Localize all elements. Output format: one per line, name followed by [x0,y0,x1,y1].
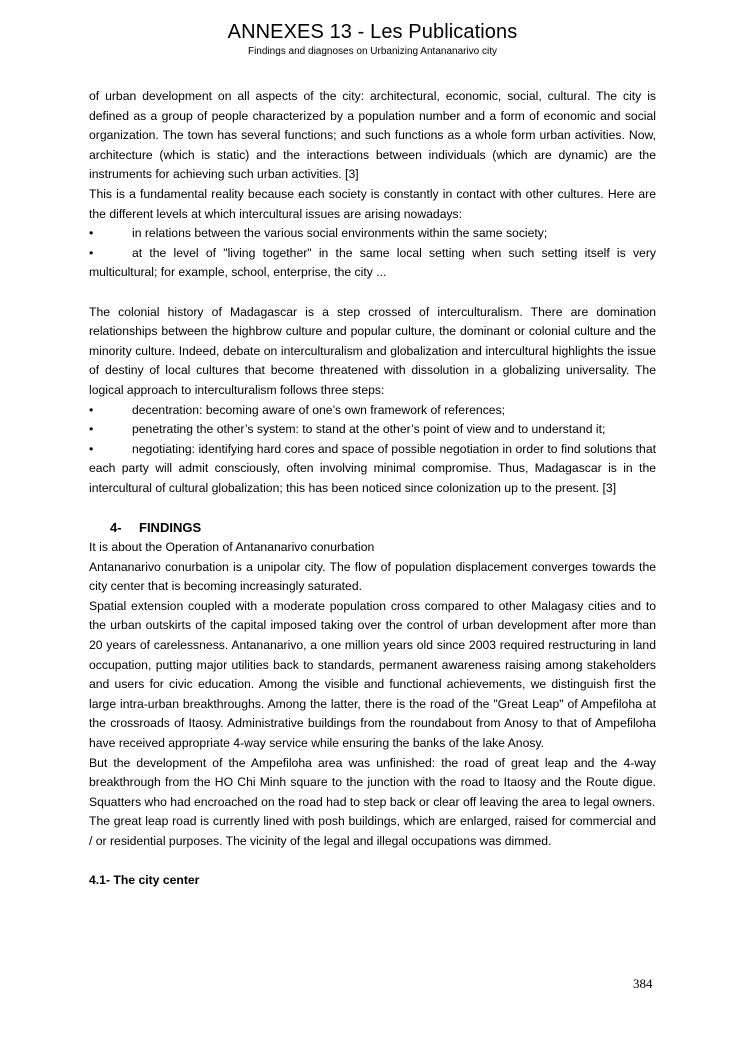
bullet-item [89,244,656,283]
paragraph: Antananarivo conurbation is a unipolar city. The flow of population displacement converges towards the city center that is becoming increasingly saturated. [89,559,656,594]
bullet-icon: • [89,441,94,456]
subsection-heading: 4.1- The city center [89,873,200,888]
bullet-text: in relations between the various social environments within the same society; [132,226,548,241]
document-subtitle: Findings and diagnoses on Urbanizing Antananarivo city [247,46,498,57]
spacer [89,852,656,872]
document-title: ANNEXES 13 - Les Publications [227,21,518,43]
section-number: 4- [110,520,122,536]
page-body [89,87,656,891]
section-heading [89,518,656,538]
paragraph: But the development of the Ampefiloha area was unfinished: the road of great leap and the 4-way breakthrough from the HO Chi Minh square to the junction with the road to Itaosy and the Route digue. Squatters who had encroached on the road had to step back or clear off leaving the area to legal owners. [89,755,656,809]
bullet-icon: • [89,226,94,241]
bullet-text: decentration: becoming aware of one’s own framework of references; [132,402,506,417]
page-header [0,20,745,58]
bullet-item [89,224,656,244]
page-number: 384 [633,976,653,991]
paragraph: It is about the Operation of Antananarivo conurbation [89,540,375,555]
spacer [89,498,656,518]
bullet-icon: • [89,422,94,437]
bullet-text: negotiating: identifying hard cores and space of possible negotiation in order to find solutions that each party will admit consciously, often involving minimal compromise. Thus, Madagascar is in the intercultural of cultural globalization; this has been noticed since colonization up to the present. [3] [89,441,656,495]
bullet-icon: • [89,402,94,417]
bullet-item [89,420,656,440]
bullet-text: penetrating the other’s system: to stand at the other’s point of view and to understand it; [132,422,606,437]
section-title: FINDINGS [139,520,202,536]
bullet-item [89,440,656,499]
paragraph: Spatial extension coupled with a moderate population cross compared to other Malagasy cities and to the urban outskirts of the capital imposed taking over the control of urban development after more than 20 years of carelessness. Antananarivo, a one million years old since 2003 required restructuring in land occupation, putting major utilities back to standards, permanent awareness raising among stakeholders and users for civic education. Among the visible and functional achievements, we distinguish first the large intra-urban breakthroughs. Among the latter, there is the road of the "Great Leap" of Ampefiloha at the crossroads of Itaosy. Administrative buildings from the roundabout from Anosy to that of Ampefiloha have received appropriate 4-way service while ensuring the banks of the lake Anosy. [89,598,656,750]
paragraph: This is a fundamental reality because each society is constantly in contact with other cultures. Here are the different levels at which intercultural issues are arising nowadays: [89,186,656,221]
paragraph: The colonial history of Madagascar is a step crossed of interculturalism. There are domination relationships between the highbrow culture and popular culture, the dominant or colonial culture and the minority culture. Indeed, debate on interculturalism and globalization and intercultural highlights the issue of destiny of local cultures that become threatened with dissolution in a globalizing universality. The logical approach to interculturalism follows three steps: [89,304,656,397]
bullet-text: at the level of "living together" in the same local setting when such setting itself is very multicultural; for example, school, enterprise, the city ... [89,245,656,280]
paragraph: of urban development on all aspects of the city: architectural, economic, social, cultural. The city is defined as a group of people characterized by a population number and a form of economic and social organization. The town has several functions; and such functions as a whole form urban activities. Now, architecture (which is static) and the interactions between individuals (which are dynamic) are the instruments for achieving such urban activities. [3] [89,89,656,182]
spacer [89,283,656,303]
bullet-item [89,401,656,421]
bullet-icon: • [89,245,94,260]
paragraph: The great leap road is currently lined with posh buildings, which are enlarged, raised for commercial and / or residential purposes. The vicinity of the legal and illegal occupations was dimmed. [89,814,656,848]
